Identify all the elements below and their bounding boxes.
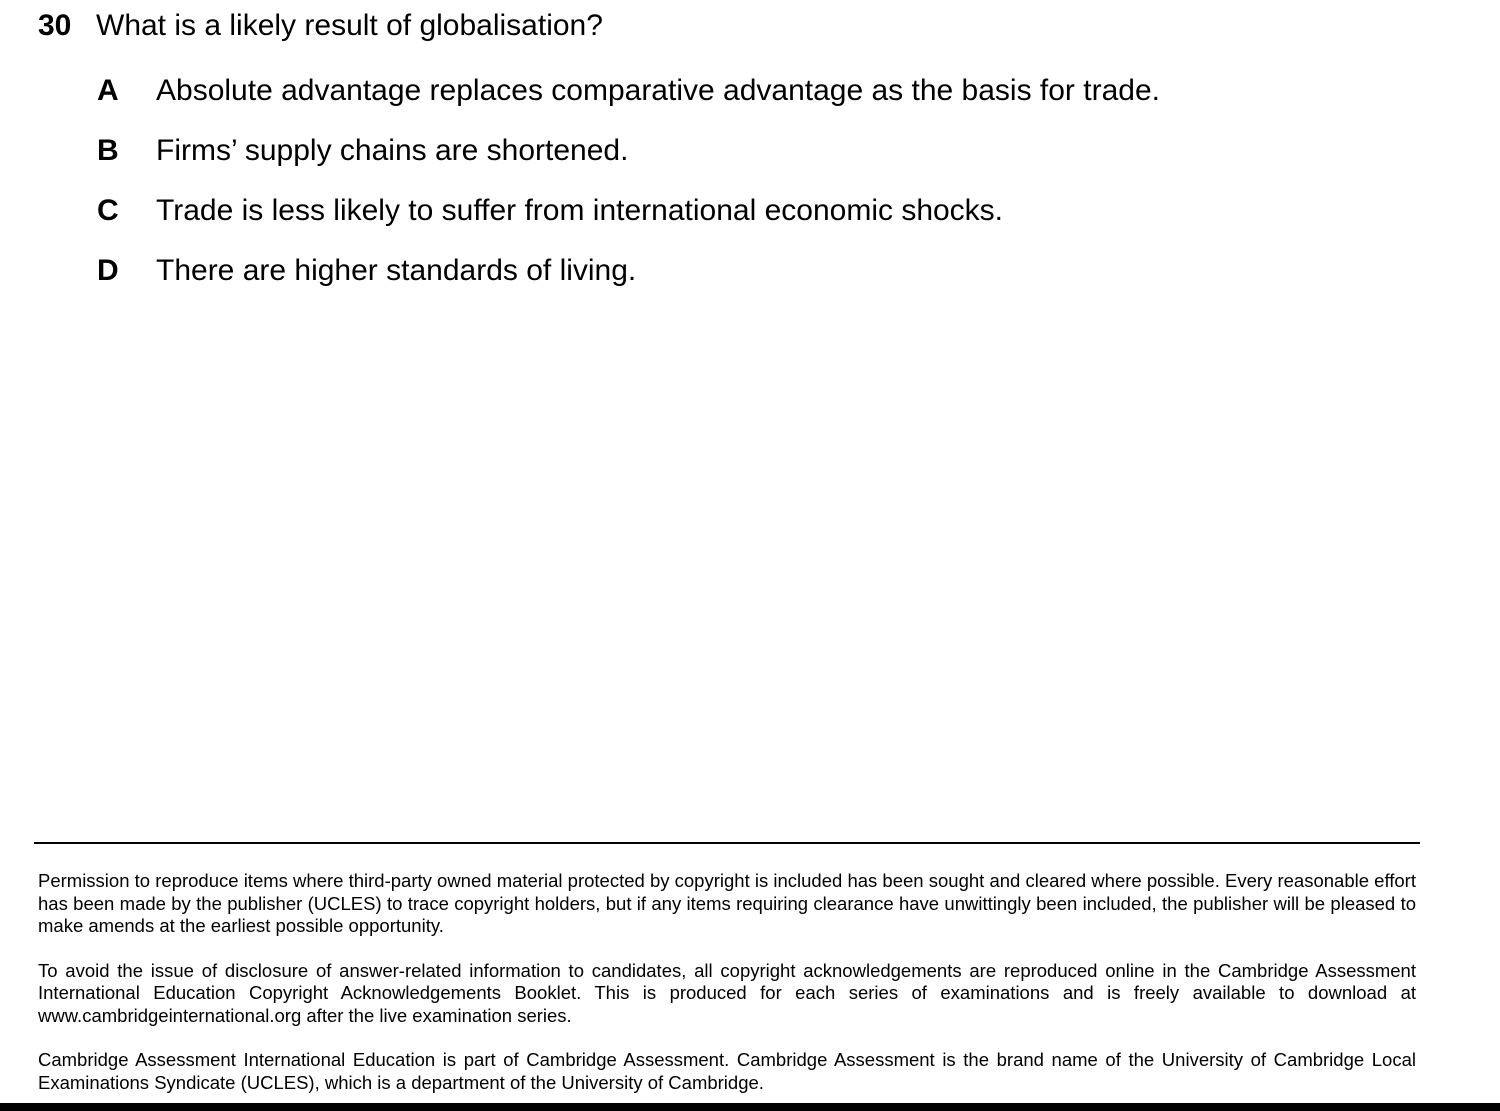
option-b — [97, 131, 1397, 191]
option-letter: A — [97, 74, 119, 107]
footer-divider — [34, 842, 1420, 844]
option-text: Trade is less likely to suffer from international economic shocks. — [156, 194, 1004, 227]
option-text: There are higher standards of living. — [156, 254, 637, 287]
option-letter: C — [97, 194, 119, 227]
option-letter: D — [97, 254, 119, 287]
option-text: Firms’ supply chains are shortened. — [156, 134, 629, 167]
about-notice: Cambridge Assessment International Education is part of Cambridge Assessment. Cambridge Assessment is the brand name of the University of Cambridge Local Examinations Syndicate (UCLES), which is a department of the University of Cambridge. — [38, 1049, 1416, 1093]
answer-options — [97, 71, 1397, 311]
permission-notice: Permission to reproduce items where third-party owned material protected by copyright is included has been sought and cleared where possible. Every reasonable effort has been made by the publisher (UCLES) to trace copyright holders, but if any items requiring clearance have unwittingly been included, the publisher will be pleased to make amends at the earliest possible opportunity. — [38, 870, 1416, 936]
question-block — [38, 6, 1438, 46]
question-text: What is a likely result of globalisation? — [96, 9, 603, 42]
option-a — [97, 71, 1397, 131]
disclosure-notice: To avoid the issue of disclosure of answer-related information to candidates, all copyright acknowledgements are reproduced online in the Cambridge Assessment International Education Copyright Acknowledgements Booklet. This is produced for each series of examinations and is freely available to download at www.cambridgeinternational.org after the live examination series. — [38, 959, 1416, 1026]
question-number: 30 — [38, 9, 72, 42]
option-c — [97, 191, 1397, 251]
option-text: Absolute advantage replaces comparative advantage as the basis for trade. — [156, 74, 1160, 107]
option-letter: B — [97, 134, 119, 167]
question-header — [38, 6, 1438, 46]
option-d — [97, 251, 1397, 311]
page-bottom-bar — [0, 1103, 1500, 1111]
copyright-footer — [38, 870, 1416, 1094]
